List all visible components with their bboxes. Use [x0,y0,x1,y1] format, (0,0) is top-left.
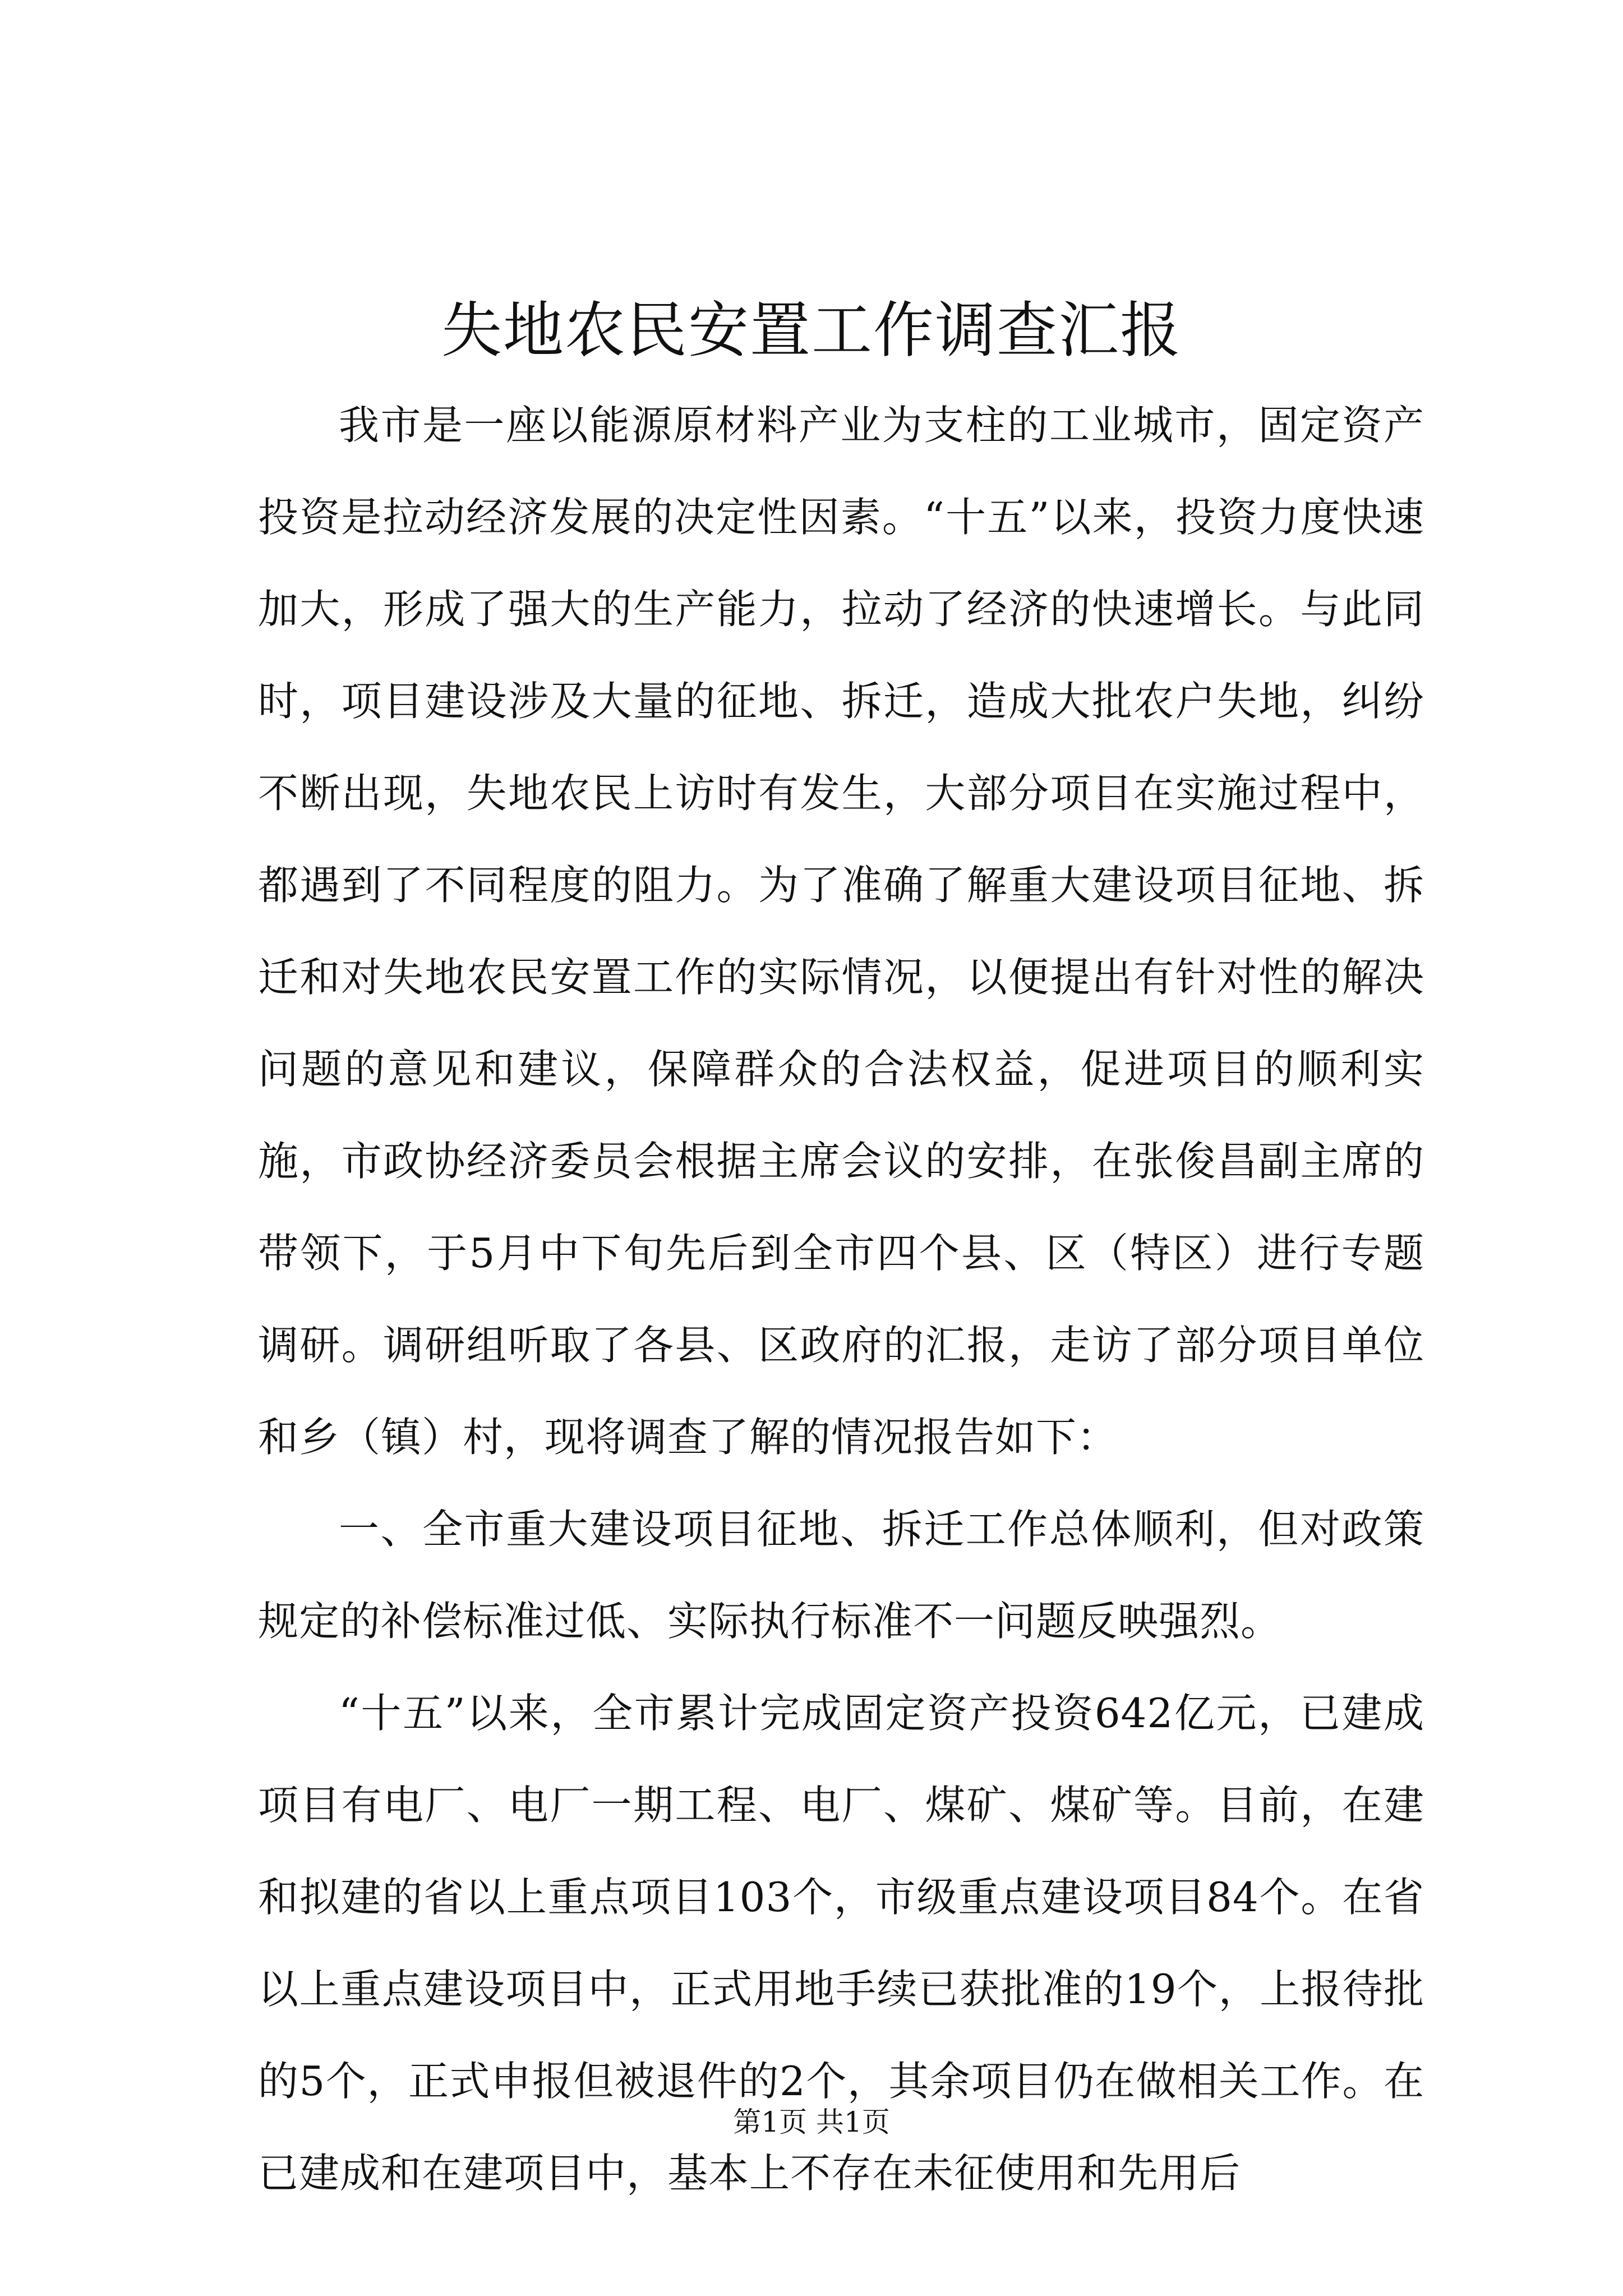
page-footer: 第1页 共1页 [733,2106,890,2138]
paragraph-section-one-heading: 一、全市重大建设项目征地、拆迁工作总体顺利，但对政策规定的补偿标准过低、实际执行标准不一问题反映强烈。 [258,1506,1424,1645]
paragraph-section-one-body: “十五”以来，全市累计完成固定资产投资642亿元，已建成项目有电厂、电厂一期工程、电厂、煤矿、煤矿等。目前，在建和拟建的省以上重点项目103个，市级重点建设项目84个。在省以上重点建设项目中，正式用地手续已获批准的19个，上报待批的5个，正式申报但被退件的2个，其余项目仍在做相关工作。在已建成和在建项目中，基本上不存在未征使用和先用后 [258,1690,1424,2197]
document-title: 失地农民安置工作调查汇报 [441,296,1182,366]
paragraph-intro: 我市是一座以能源原材料产业为支柱的工业城市，固定资产投资是拉动经济发展的决定性因素。“十五”以来，投资力度快速加大，形成了强大的生产能力，拉动了经济的快速增长。与此同时，项目建设涉及大量的征地、拆迁，造成大批农户失地，纠纷不断出现，失地农民上访时有发生，大部分项目在实施过程中，都遇到了不同程度的阻力。为了准确了解重大建设项目征地、拆迁和对失地农民安置工作的实际情况，以便提出有针对性的解决问题的意见和建议，保障群众的合法权益，促进项目的顺利实施，市政协经济委员会根据主席会议的安排，在张俊昌副主席的带领下，于5月中下旬先后到全市四个县、区（特区）进行专题调研。调研组听取了各县、区政府的汇报，走访了部分项目单位和乡（镇）村，现将调查了解的情况报告如下： [258,402,1424,1461]
document-body [258,379,1424,2219]
